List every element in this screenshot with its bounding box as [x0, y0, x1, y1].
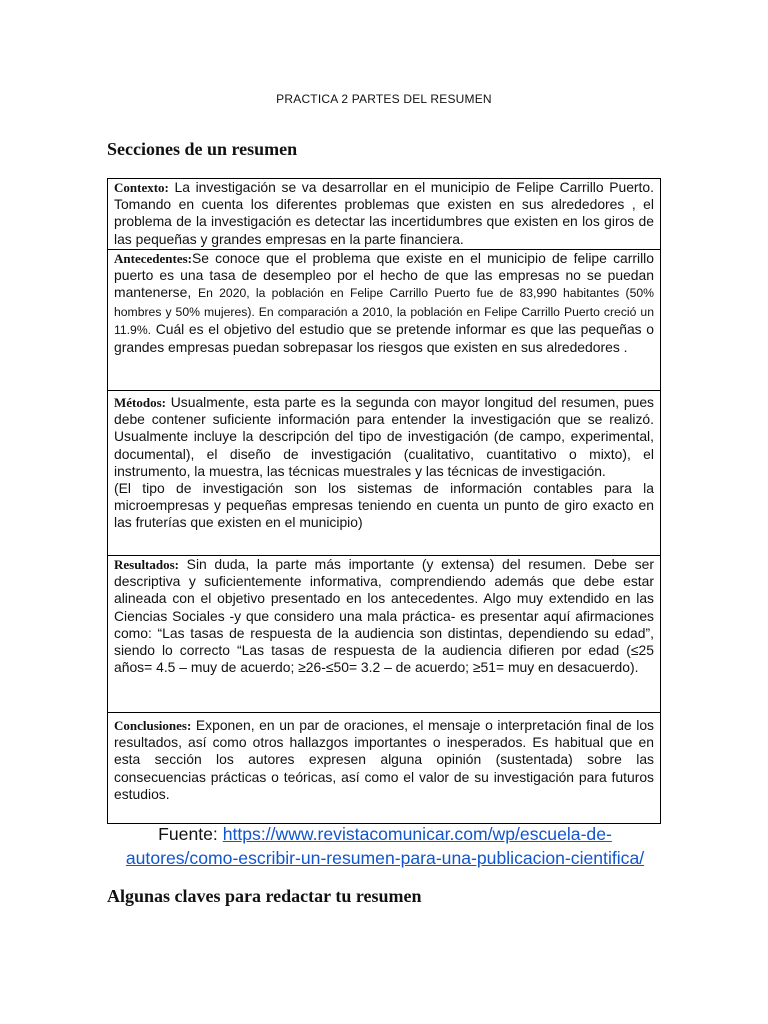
- text-contexto: La investigación se va desarrollar en el municipio de Felipe Carrillo Puerto. Tomando en cuenta los diferentes problemas que existen en sus alrededores , el problema de la investigación es detectar las incertidumbres que existen en los giros de las pequeñas y grandes empresas en la parte financiera.: [114, 179, 654, 247]
- label-metodos: Métodos:: [114, 395, 166, 410]
- label-contexto: Contexto:: [114, 180, 169, 195]
- table-cell-contexto: [108, 179, 660, 250]
- text-antecedentes-2: En 2020, la población en Felipe Carrillo Puerto fue de 83,990 habitantes (50% hombres y 50% mujeres). En comparación a 2010, la población en Felipe Carrillo Puerto creció un 11.9%.: [114, 286, 654, 337]
- label-conclusiones: Conclusiones:: [114, 718, 192, 733]
- label-resultados: Resultados:: [114, 557, 180, 572]
- table-cell-resultados: [108, 556, 660, 713]
- section-heading-secciones: Secciones de un resumen: [107, 139, 298, 159]
- summary-sections-table: [107, 178, 661, 824]
- text-metodos-1: Usualmente, esta parte es la segunda con mayor longitud del resumen, pues debe contener suficiente información para entender la investigación que se realizó. Usualmente incluye la descripción del tipo de investigación (de campo, experimental, documental), el diseño de investigación (cualitativo, cuantitativo o mixto), el instrumento, la muestra, las técnicas muestrales y las técnicas de investigación.: [114, 394, 654, 479]
- section-heading-claves: Algunas claves para redactar tu resumen: [107, 886, 422, 906]
- text-metodos-2: (El tipo de investigación son los sistemas de información contables para la microempresas y pequeñas empresas teniendo en cuenta un punto de giro exacto en las fruterías que existen en el municipio): [114, 480, 654, 531]
- text-antecedentes-3: Cuál es el objetivo del estudio que se pretende informar es que las pequeñas o grandes empresas puedan sobrepasar los riesgos que existen en sus alrededores .: [114, 320, 654, 356]
- table-cell-antecedentes: [108, 250, 660, 391]
- source-label: Fuente:: [158, 824, 223, 844]
- table-cell-metodos: [108, 391, 660, 556]
- source-link[interactable]: https://www.revistacomunicar.com/wp/escuela-de-autores/como-escribir-un-resumen-para-una-publicacion-cientifica/: [125, 824, 645, 868]
- text-conclusiones: Exponen, en un par de oraciones, el mensaje o interpretación final de los resultados, así como otros hallazgos importantes o inesperados. Es habitual que en esta sección los autores expresen alguna opinión (sustentada) sobre las consecuencias prácticas o teóricas, así como el valor de su investigación para futuros estudios.: [114, 717, 654, 802]
- label-antecedentes: Antecedentes:: [114, 251, 192, 266]
- text-resultados: Sin duda, la parte más importante (y extensa) del resumen. Debe ser descriptiva y suficientemente informativa, comprendiendo además que debe estar alineada con el objetivo presentado en los antecedentes. Algo muy extendido en las Ciencias Sociales -y que considero una mala práctica- es presentar aquí afirmaciones como: “Las tasas de respuesta de la audiencia son distintas, dependiendo su edad”, siendo lo correcto “Las tasas de respuesta de la audiencia difieren por edad (≤25 años= 4.5 – muy de acuerdo; ≥26-≤50= 3.2 – de acuerdo; ≥51= muy en desacuerdo).: [114, 556, 654, 676]
- document-header: PRACTICA 2 PARTES DEL RESUMEN: [276, 92, 492, 106]
- source-citation: [107, 822, 663, 870]
- table-cell-conclusiones: [108, 713, 660, 823]
- text-antecedentes-1: Se conoce que el problema que existe en el municipio de felipe carrillo puerto es una tasa de desempleo por el hecho de que las empresas no se puedan mantenerse,: [114, 250, 654, 301]
